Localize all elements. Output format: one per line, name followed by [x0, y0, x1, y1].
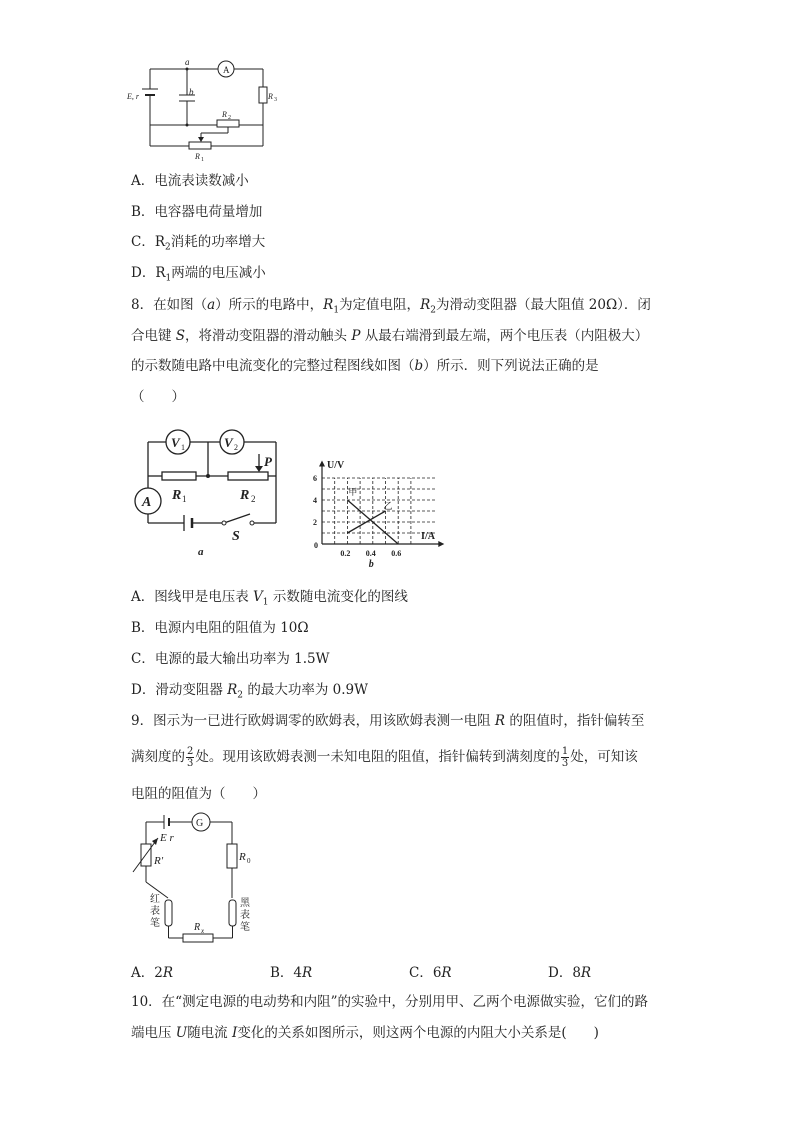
x-axis-label: I/A — [421, 531, 435, 542]
rx-sub: x — [201, 927, 205, 935]
q8-stem-line-1: 8．在如图（a）所示的电路中，$R_1$为定值电阻，$R_2$为滑动变阻器（最大阻值 20Ω）．闭 — [131, 297, 651, 316]
q8-answer-bracket: （ ） — [131, 389, 185, 405]
y-tick-label: 6 — [313, 474, 317, 483]
q9-stem-line-1: 9．图示为一已进行欧姆调零的欧姆表，用该欧姆表测一电阻 R 的阻值时，指针偏转至 — [131, 713, 645, 729]
q9-option-c: C．6R — [409, 965, 452, 981]
ohmmeter-diagram — [128, 808, 258, 953]
r2-label: R — [240, 488, 250, 503]
node-a-label: a — [185, 57, 190, 67]
q8-stem-line-2: 合电键 S，将滑动变阻器的滑动触头 P 从最右端滑到最左端，两个电压表（内阻极大） — [131, 328, 649, 344]
origin-label: 0 — [314, 541, 318, 550]
r0-label: R — [239, 851, 246, 863]
q8-option-c: C．电源的最大输出功率为 1.5W — [131, 651, 330, 667]
q7-option-d: D．$R_1$两端的电压减小 — [131, 265, 266, 284]
r1-label: R — [172, 488, 182, 503]
x-tick-label: 0.4 — [365, 549, 376, 558]
series-yi-label: 乙 — [383, 501, 393, 511]
r3-label: R — [268, 92, 273, 101]
ammeter-label: A — [142, 495, 152, 510]
caption-a: a — [198, 546, 204, 558]
v1-label: V — [171, 435, 180, 450]
source-label: E, r — [127, 92, 139, 101]
q8-option-d: D．滑动变阻器 $R_2$ 的最大功率为 0.9W — [131, 682, 368, 701]
x-axis-arrow — [438, 541, 444, 547]
slider-p-label: P — [264, 454, 272, 469]
v2-label: V — [224, 435, 233, 450]
er-label: E r — [160, 832, 174, 844]
r1-sub: 1 — [182, 494, 187, 504]
r2-label: R — [222, 110, 227, 119]
q7-option-c: C．$R_2$消耗的功率增大 — [131, 234, 266, 253]
y-axis-arrow — [319, 461, 325, 467]
q8-option-a: A．图线甲是电压表 $V_1$ 示数随电流变化的图线 — [131, 589, 408, 608]
circuit-diagram-1 — [125, 55, 290, 165]
q7-option-b: B．电容器电荷量增加 — [131, 204, 263, 220]
r1-sub: 1 — [201, 157, 204, 163]
red-pen-char-3: 笔 — [150, 918, 160, 929]
rx-label: R — [194, 922, 201, 933]
circuit-diagram-2 — [128, 422, 288, 560]
r3-sub: 3 — [274, 97, 277, 103]
r0-sub: 0 — [247, 857, 251, 865]
ammeter-label: A — [223, 65, 230, 75]
galvanometer-label: G — [196, 818, 204, 829]
q9-option-b: B．4R — [270, 965, 313, 981]
q8-option-b: B．电源内电阻的阻值为 10Ω — [131, 620, 309, 636]
red-pen-char-2: 表 — [150, 906, 160, 917]
x-tick-label: 0.6 — [391, 549, 402, 558]
q9-stem-line-2: 满刻度的 $\frac{2}{3}$ 处。现用该欧姆表测一未知电阻的阻值，指针偏转到满刻度的 $\frac{1}{3}$ 处，可知该 — [131, 746, 638, 769]
capacitor-b-label: b — [189, 87, 194, 97]
q9-stem-line-3: 电阻的阻值为（ ） — [131, 786, 266, 802]
r2-sub: 2 — [228, 115, 231, 121]
y-tick-label: 4 — [313, 496, 317, 505]
y-axis-label: U/V — [327, 460, 345, 471]
q10-stem-line-1: 10．在“测定电源的电动势和内阻”的实验中，分别用甲、乙两个电源做实验，它们的路 — [131, 994, 648, 1010]
r1-label: R — [195, 152, 200, 161]
y-tick-label: 2 — [313, 518, 317, 527]
v2-sub: 2 — [234, 443, 238, 452]
q7-option-a: A．电流表读数减小 — [131, 173, 249, 189]
fraction-two-thirds: $\frac{2}{3}$ — [187, 746, 194, 769]
q9-option-a: A．2R — [131, 965, 174, 981]
black-pen-char-1: 黑 — [240, 898, 250, 909]
q10-stem-line-2: 端电压 U随电流 I变化的关系如图所示，则这两个电源的内阻大小关系是( ) — [131, 1025, 599, 1041]
r2-sub: 2 — [251, 494, 256, 504]
r-prime-label: R′ — [154, 855, 164, 867]
black-pen-char-3: 笔 — [240, 922, 250, 933]
black-pen-char-2: 表 — [240, 910, 250, 921]
v1-sub: 1 — [181, 443, 185, 452]
switch-s-label: S — [232, 529, 240, 544]
q9-option-d: D．8R — [548, 965, 592, 981]
fraction-one-third: $\frac{1}{3}$ — [561, 746, 569, 769]
x-tick-label: 0.2 — [340, 549, 351, 558]
chart-caption: b — [368, 559, 374, 570]
red-pen-char-1: 红 — [150, 894, 160, 905]
u-i-chart — [305, 422, 460, 572]
q8-stem-line-3: 的示数随电路中电流变化的完整过程图线如图（b）所示．则下列说法正确的是 — [131, 358, 599, 374]
series-jia-label: 甲 — [348, 487, 358, 497]
